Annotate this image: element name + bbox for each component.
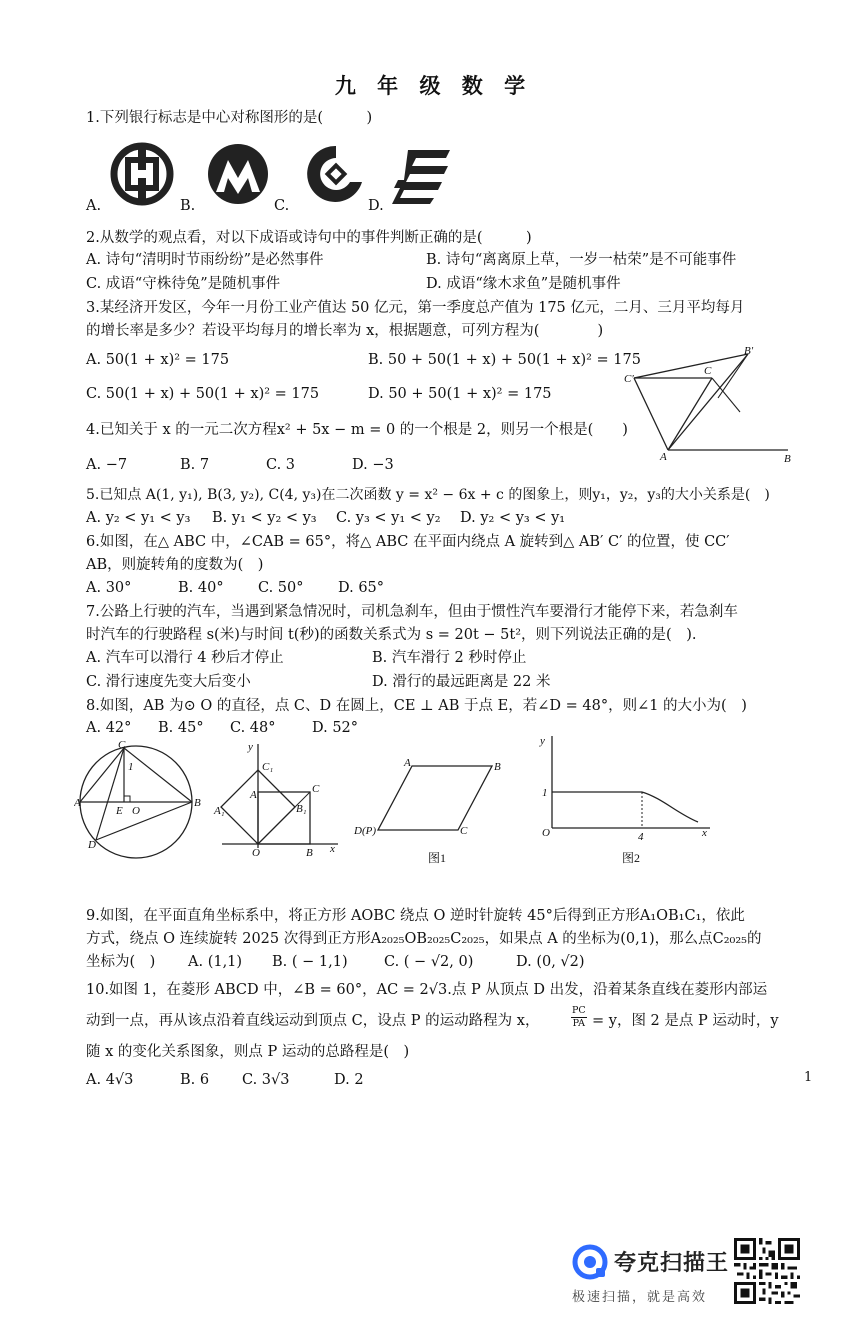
brand-name: 夸克扫描王 <box>614 1251 730 1276</box>
rot-label-c1: C′ <box>624 373 634 385</box>
q5-stem: 5.已知点 A(1, y₁), B(3, y₂), C(4, y₃)在二次函数 y = x² − 6x + c 的图象上，则y₁，y₂，y₃的大小关系是( ) <box>86 487 770 503</box>
q10-stem-line1: 10.如图 1，在菱形 ABCD 中，∠B = 60°，AC = 2√3.点 P 从顶点 D 出发，沿着某条直线在菱形内部运 <box>86 982 768 998</box>
circle-label-e: E <box>116 805 123 817</box>
q5-option-b: B. y₁ < y₂ < y₃ <box>212 510 317 526</box>
q7-option-b: B. 汽车滑行 2 秒时停止 <box>372 650 527 666</box>
graph-caption: 图2 <box>622 851 641 864</box>
sq-label-y: y <box>248 741 253 753</box>
q6-stem-line2: AB，则旋转角的度数为( ) <box>86 557 264 573</box>
qr-code <box>734 1238 800 1304</box>
quark-scan-logo <box>572 1244 608 1280</box>
q7-option-d: D. 滑行的最远距离是 22 米 <box>372 674 551 690</box>
rot-label-b: B <box>784 453 791 465</box>
q10-option-b: B. 6 <box>180 1072 210 1088</box>
q10-stem-line3: 随 x 的变化关系图象，则点 P 运动的总路程是( ) <box>86 1044 410 1060</box>
q10-stem-line2a: 动到一点，再从该点沿着直线运动到顶点 C，设点 P 的运动路程为 x， <box>86 1013 540 1029</box>
q6-option-d: D. 65° <box>338 580 385 596</box>
q5-option-d: D. y₂ < y₃ < y₁ <box>460 510 566 526</box>
graph-label-4: 4 <box>638 831 644 843</box>
q7-stem-line1: 7.公路上行驶的汽车，当遇到紧急情况时，司机急刹车，但由于惯性汽车要滑行才能停下来，若急刹车 <box>86 604 738 620</box>
q3-stem-line2: 的增长率是多少？若设平均每月的增长率为 x，根据题意，可列方程为( ) <box>86 323 604 339</box>
circle-label-o: O <box>132 805 140 817</box>
rh-label-d: D(P) <box>354 825 376 837</box>
sq-label-x: x <box>330 843 335 855</box>
function-graph-figure <box>534 732 724 864</box>
circle-label-b: B <box>194 797 201 809</box>
q9-option-a: A. (1,1) <box>188 954 243 970</box>
graph-label-y: y <box>540 735 545 747</box>
graph-label-x: x <box>702 827 707 839</box>
q9-stem-line1: 9.如图，在平面直角坐标系中，将正方形 AOBC 绕点 O 逆时针旋转 45°后得到正方形A₁OB₁C₁，依此 <box>86 908 745 924</box>
page-title: 九 年 级 数 学 <box>334 73 533 98</box>
sq-label-o: O <box>252 847 260 859</box>
q3-option-a: A. 50(1 + x)² = 175 <box>86 352 230 368</box>
q10-fraction <box>571 1005 587 1030</box>
icbc-logo <box>114 146 170 202</box>
q9-option-c: C. ( − √2, 0) <box>384 954 474 970</box>
q8-option-c: C. 48° <box>230 720 276 736</box>
page-number: 1 <box>804 1070 813 1085</box>
q5-option-c: C. y₃ < y₁ < y₂ <box>336 510 441 526</box>
q4-option-c: C. 3 <box>266 457 296 473</box>
q4-option-b: B. 7 <box>180 457 210 473</box>
q8-option-d: D. 52° <box>312 720 359 736</box>
graph-label-1: 1 <box>542 787 548 799</box>
rot-label-b1: B′ <box>744 345 754 357</box>
q2-stem: 2.从数学的观点看，对以下成语或诗句中的事件判断正确的是( ) <box>86 230 532 246</box>
q3-stem-line1: 3.某经济开发区，今年一月份工业产值达 50 亿元，第一季度总产值为 175 亿元，二月、三月平均每月 <box>86 300 745 316</box>
q10-option-c: C. 3√3 <box>242 1072 290 1088</box>
sq-label-a: A <box>250 789 257 801</box>
rh-caption: 图1 <box>428 851 447 864</box>
q5-option-a: A. y₂ < y₁ < y₃ <box>86 510 191 526</box>
sq-label-b: B <box>306 847 313 859</box>
q9-stem-line3: 坐标为( ) <box>86 954 156 970</box>
circle-label-c: C <box>118 740 126 751</box>
q6-stem-line1: 6.如图，在△ ABC 中，∠CAB = 65°，将△ ABC 在平面内绕点 A 旋转到△ AB′ C′ 的位置，使 CC′ <box>86 534 730 550</box>
q4-option-a: A. −7 <box>86 457 128 473</box>
q2-option-d: D. 成语“缘木求鱼”是随机事件 <box>426 276 621 292</box>
rot-label-c: C <box>704 365 712 377</box>
rot-label-a: A <box>660 451 667 463</box>
rh-label-a: A <box>404 757 411 769</box>
q4-stem: 4.已知关于 x 的一元二次方程x² + 5x − m = 0 的一个根是 2，则另一个根是( ) <box>86 422 628 438</box>
q1-option-d: D. <box>368 198 384 214</box>
q3-option-b: B. 50 + 50(1 + x) + 50(1 + x)² = 175 <box>368 352 641 368</box>
rotation-figure <box>618 344 798 466</box>
postal-logo <box>392 150 450 204</box>
sq-label-b1: B₁ <box>296 803 307 815</box>
q3-option-d: D. 50 + 50(1 + x)² = 175 <box>368 386 552 402</box>
q6-option-b: B. 40° <box>178 580 224 596</box>
q10-fraction-denominator: PA <box>572 1018 586 1029</box>
q8-option-a: A. 42° <box>86 720 132 736</box>
q8-option-b: B. 45° <box>158 720 204 736</box>
graph-label-o: O <box>542 827 550 839</box>
rhombus-figure <box>350 752 514 864</box>
q10-stem-line2b: = y，图 2 是点 P 运动时，y <box>592 1013 779 1029</box>
q1-stem: 1.下列银行标志是中心对称图形的是( ) <box>86 110 373 126</box>
q2-option-b: B. 诗句“离离原上草，一岁一枯荣”是不可能事件 <box>426 252 737 268</box>
square-rotation-figure <box>212 740 344 864</box>
rh-label-c: C <box>460 825 468 837</box>
q2-option-c: C. 成语“守株待兔”是随机事件 <box>86 276 281 292</box>
circle-figure <box>74 740 204 862</box>
q6-option-a: A. 30° <box>86 580 132 596</box>
q10-option-d: D. 2 <box>334 1072 364 1088</box>
q10-option-a: A. 4√3 <box>86 1072 134 1088</box>
q8-stem: 8.如图，AB 为⊙ O 的直径，点 C、D 在圆上，CE ⊥ AB 于点 E，若∠D = 48°，则∠1 的大小为( ) <box>86 698 747 714</box>
cmb-logo <box>208 144 268 204</box>
q10-fraction-numerator: PC <box>572 1005 586 1016</box>
sq-label-c: C <box>312 783 320 795</box>
q9-stem-line2: 方式，绕点 O 连续旋转 2025 次得到正方形A₂₀₂₅OB₂₀₂₅C₂₀₂₅，如果点 A 的坐标为(0,1)，那么点C₂₀₂₅的 <box>86 931 762 947</box>
q6-option-c: C. 50° <box>258 580 304 596</box>
q7-option-a: A. 汽车可以滑行 4 秒后才停止 <box>86 650 284 666</box>
q1-option-b: B. <box>180 198 196 214</box>
ccb-logo <box>307 146 362 202</box>
rh-label-b: B <box>494 761 501 773</box>
q1-option-c: C. <box>274 198 290 214</box>
sq-label-c1: C₁ <box>262 761 274 773</box>
q7-stem-line2: 时汽车的行驶路程 s(米)与时间 t(秒)的函数关系式为 s = 20t − 5t²，则下列说法正确的是( ). <box>86 627 697 643</box>
brand-slogan: 极速扫描，就是高效 <box>572 1290 708 1305</box>
circle-label-d: D <box>88 839 96 851</box>
circle-label-1: 1 <box>128 761 134 773</box>
q7-option-c: C. 滑行速度先变大后变小 <box>86 674 251 690</box>
sq-label-a1: A₁ <box>214 805 225 817</box>
q3-option-c: C. 50(1 + x) + 50(1 + x)² = 175 <box>86 386 320 402</box>
q1-option-a: A. <box>86 198 102 214</box>
q4-option-d: D. −3 <box>352 457 394 473</box>
q9-option-d: D. (0, √2) <box>516 954 585 970</box>
scanner-watermark <box>570 1240 730 1310</box>
q2-option-a: A. 诗句“清明时节雨纷纷”是必然事件 <box>86 252 324 268</box>
circle-label-a: A <box>74 797 81 809</box>
q9-option-b: B. ( − 1,1) <box>272 954 348 970</box>
